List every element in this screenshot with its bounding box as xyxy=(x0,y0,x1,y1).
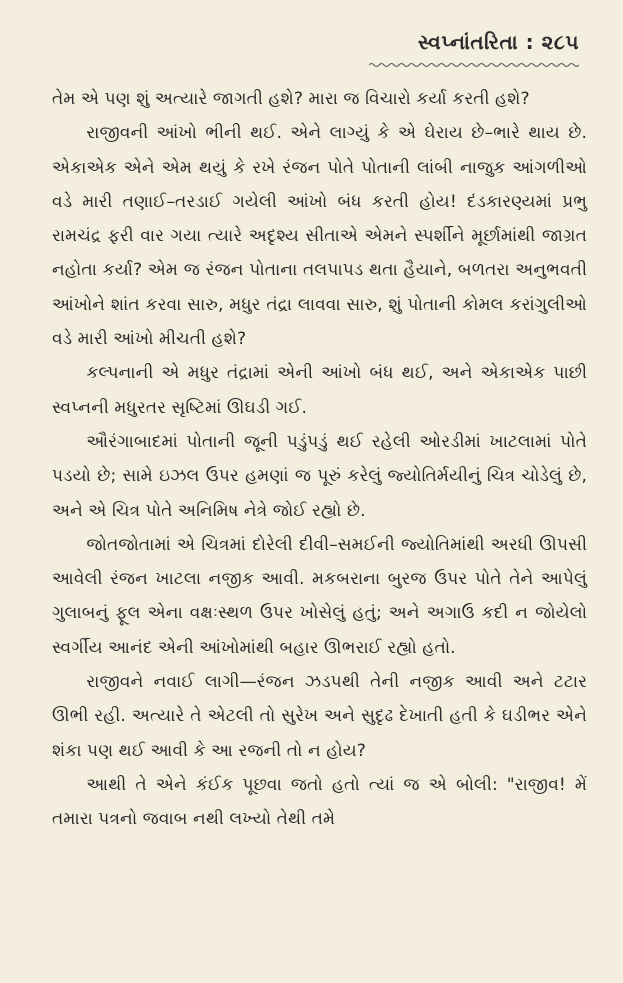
header-wavy-rule xyxy=(369,62,579,68)
body-text xyxy=(52,82,587,837)
paragraph-5: જોતજોતામાં એ ચિત્રમાં દોરેલી દીવી–સમઈની જ્યોતિમાંથી અરધી ઊપસી આવેલી રંજન ખાટલા નજીક આવી. મકબરાના બુરજ ઉપર પોતે તેને આપેલું ગુલાબનું ફૂલ એના વક્ષઃસ્થળ ઉપર ખોસેલું હતું; અને અગાઉ કદી ન જોયેલો સ્વર્ગીય આનંદ એની આંખોમાંથી બહાર ઊભરાઈ રહ્યો હતો. xyxy=(52,534,587,658)
paragraph-7: આથી તે એને કંઈક પૂછવા જતો હતો ત્યાં જ એ બોલી: "રાજીવ! મેં તમારા પત્રનો જવાબ નથી લખ્યો તેથી તમે xyxy=(52,774,587,830)
paragraph-3: કલ્પનાની એ મધુર તંદ્રામાં એની આંખો બંધ થઈ, અને એકાએક પાછી સ્વપ્નની મધુરતર સૃષ્ટિમાં ઊઘડી ગઈ. xyxy=(52,363,587,418)
paragraph-1: તેમ એ પણ શું અત્યારે જાગતી હશે? મારા જ વિચારો કર્યા કરતી હશે? xyxy=(52,89,530,109)
paragraph-4: ઔરંગાબાદમાં પોતાની જૂની પડુંપડું થઈ રહેલી ઓરડીમાં ખાટલામાં પોતે પડયો છે; સામે ઇઝલ ઉપર હમણાં જ પૂરું કરેલું જ્યોતિર્મયીનું ચિત્ર ચોડેલું છે, અને એ ચિત્ર પોતે અનિમિષ નેત્રે જોઈ રહ્યો છે. xyxy=(52,431,587,521)
running-header: સ્વપ્નાંતરિતા : ૨૮૫ xyxy=(417,30,579,54)
paragraph-6: રાજીવને નવાઈ લાગી—રંજન ઝડપથી તેની નજીક આવી અને ટટાર ઊભી રહી. અત્યારે તે એટલી તો સુરેખ અને સુદૃઢ દેખાતી હતી કે ઘડીભર એને શંકા પણ થઈ આવી કે આ રજની તો ન હોય? xyxy=(52,672,587,761)
paragraph-2: રાજીવની આંખો ભીની થઈ. એને લાગ્યું કે એ ઘેરાય છે–ભારે થાય છે. એકાએક એને એમ થયું કે રખે રંજન પોતે પોતાની લાંબી નાજુક આંગળીઓ વડે મારી તણાઈ–તરડાઈ ગયેલી આંખો બંધ કરતી હોય! દંડકારણ્યમાં પ્રભુ રામચંદ્ર ફરી વાર ગયા ત્યારે અદૃશ્ય સીતાએ એમને સ્પર્શીને મૂર્છામાંથી જાગ્રત નહોતા કર્યા? એમ જ રંજન પોતાના તલપાપડ થતા હૈયાને, બળતરા અનુભવતી આંખોને શાંત કરવા સારુ, મધુર તંદ્રા લાવવા સારુ, શું પોતાની કોમલ કરાંગુલીઓ વડે મારી આંખો મીચતી હશે? xyxy=(52,123,587,350)
